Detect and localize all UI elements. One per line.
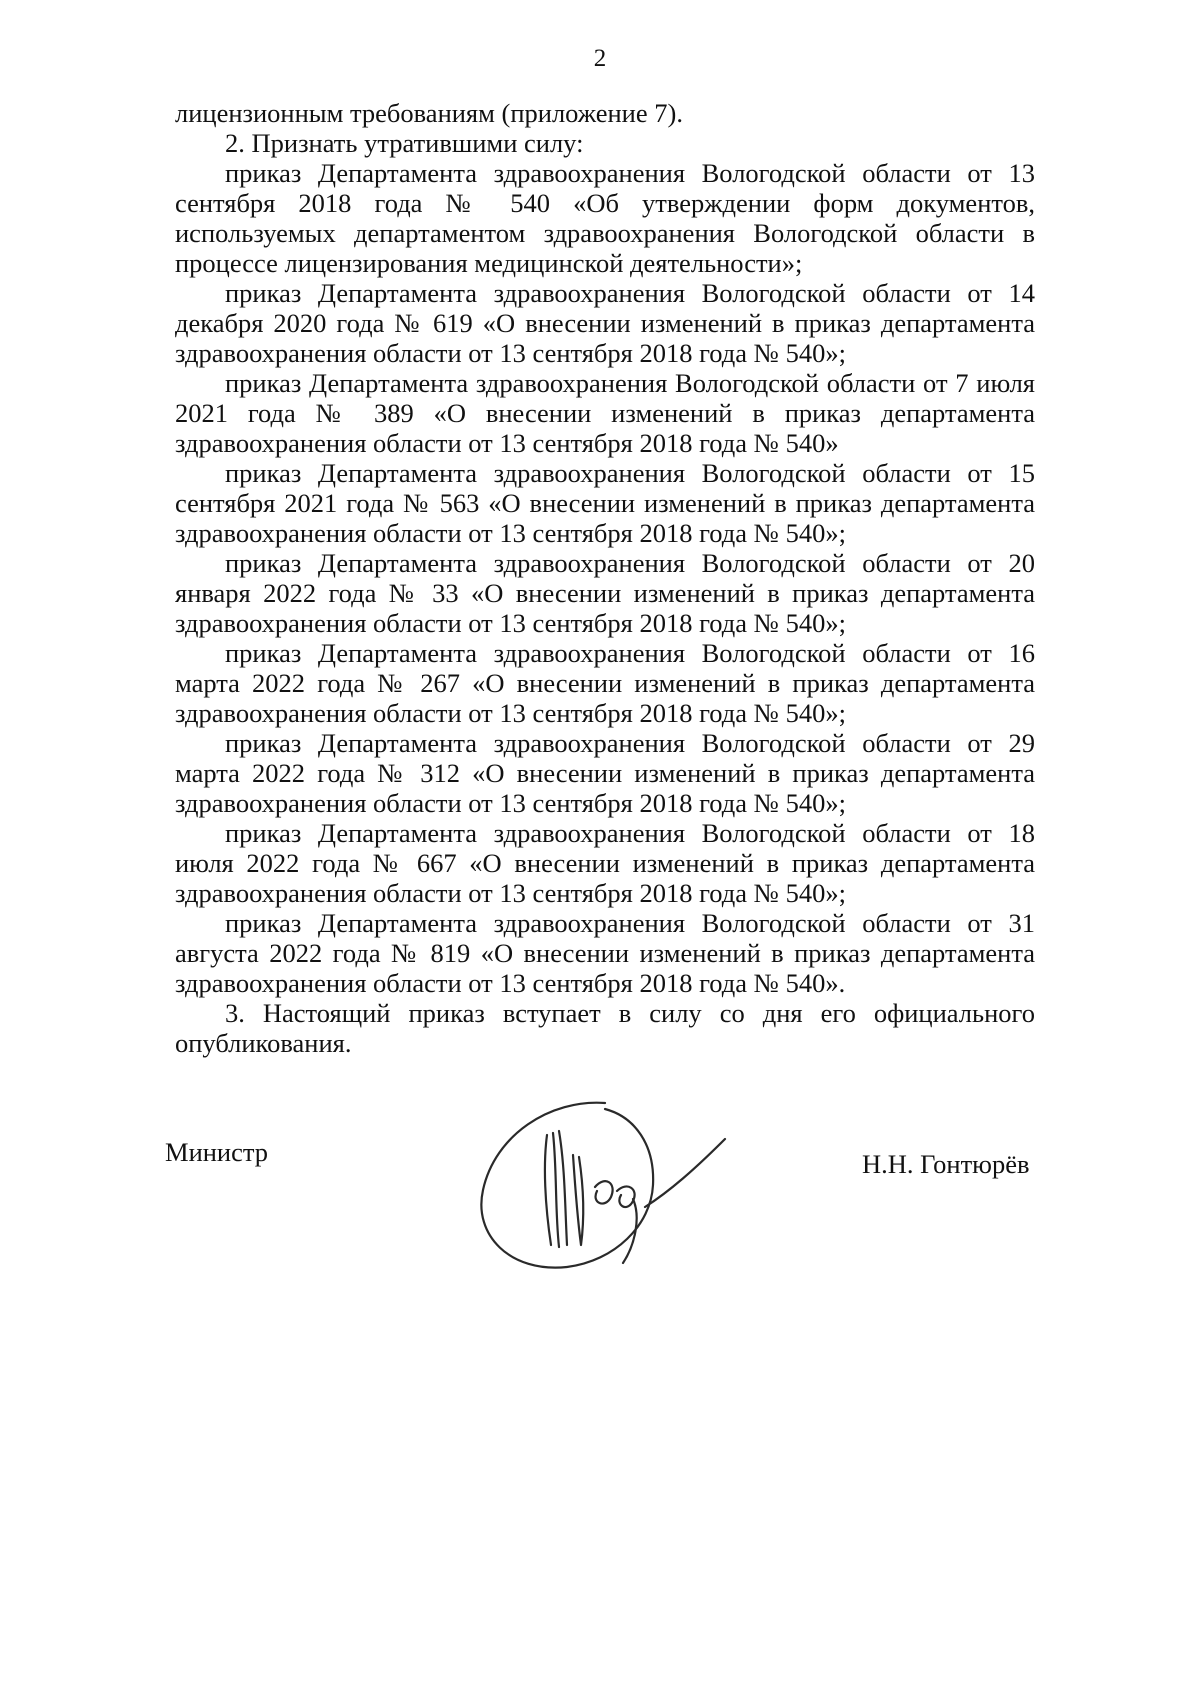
repealed-order-8: приказ Департамента здравоохранения Вологодской области от 18 июля 2022 года № 667 «О внесении изменений в приказ департамента здравоохранения области от 13 сентября 2018 года № 540»; bbox=[175, 818, 1035, 908]
repealed-order-5: приказ Департамента здравоохранения Вологодской области от 20 января 2022 года № 33 «О внесении изменений в приказ департамента здравоохранения области от 13 сентября 2018 года № 540»; bbox=[175, 548, 1035, 638]
paragraph-item-3: 3. Настоящий приказ вступает в силу со дня его официального опубликования. bbox=[175, 998, 1035, 1058]
signature-trailing-stroke bbox=[645, 1139, 725, 1207]
repealed-order-7: приказ Департамента здравоохранения Вологодской области от 29 марта 2022 года № 312 «О внесении изменений в приказ департамента здравоохранения области от 13 сентября 2018 года № 540»; bbox=[175, 728, 1035, 818]
repealed-order-9: приказ Департамента здравоохранения Вологодской области от 31 августа 2022 года № 819 «О внесении изменений в приказ департамента здравоохранения области от 13 сентября 2018 года № 540». bbox=[175, 908, 1035, 998]
repealed-order-3: приказ Департамента здравоохранения Вологодской области от 7 июля 2021 года № 389 «О внесении изменений в приказ департамента здравоохранения области от 13 сентября 2018 года № 540» bbox=[175, 368, 1035, 458]
repealed-order-4: приказ Департамента здравоохранения Вологодской области от 15 сентября 2021 года № 563 «О внесении изменений в приказ департамента здравоохранения области от 13 сентября 2018 года № 540»; bbox=[175, 458, 1035, 548]
document-body bbox=[175, 98, 1035, 1058]
paragraph-item-2: 2. Признать утратившими силу: bbox=[225, 128, 584, 158]
signatory-title: Министр bbox=[165, 1137, 269, 1167]
signature-small-loops bbox=[595, 1181, 635, 1207]
signature-vertical-stroke bbox=[545, 1131, 567, 1247]
page-number: 2 bbox=[593, 45, 607, 72]
handwritten-signature bbox=[455, 1095, 745, 1285]
repealed-order-6: приказ Департамента здравоохранения Вологодской области от 16 марта 2022 года № 267 «О внесении изменений в приказ департамента здравоохранения области от 13 сентября 2018 года № 540»; bbox=[175, 638, 1035, 728]
paragraph-continuation: лицензионным требованиям (приложение 7). bbox=[175, 98, 683, 128]
repealed-order-2: приказ Департамента здравоохранения Вологодской области от 14 декабря 2020 года № 619 «О внесении изменений в приказ департамента здравоохранения области от 13 сентября 2018 года № 540»; bbox=[175, 278, 1035, 368]
repealed-order-1: приказ Департамента здравоохранения Вологодской области от 13 сентября 2018 года № 540 «Об утверждении форм документов, используемых департаментом здравоохранения Вологодской области в процессе лицензирования медицинской деятельности»; bbox=[175, 158, 1035, 278]
signature-block bbox=[0, 1095, 1200, 1295]
signature-tail-stroke bbox=[623, 1199, 637, 1263]
signature-loop-stroke bbox=[573, 1155, 583, 1245]
signatory-name: Н.Н. Гонтюрёв bbox=[862, 1149, 1030, 1179]
